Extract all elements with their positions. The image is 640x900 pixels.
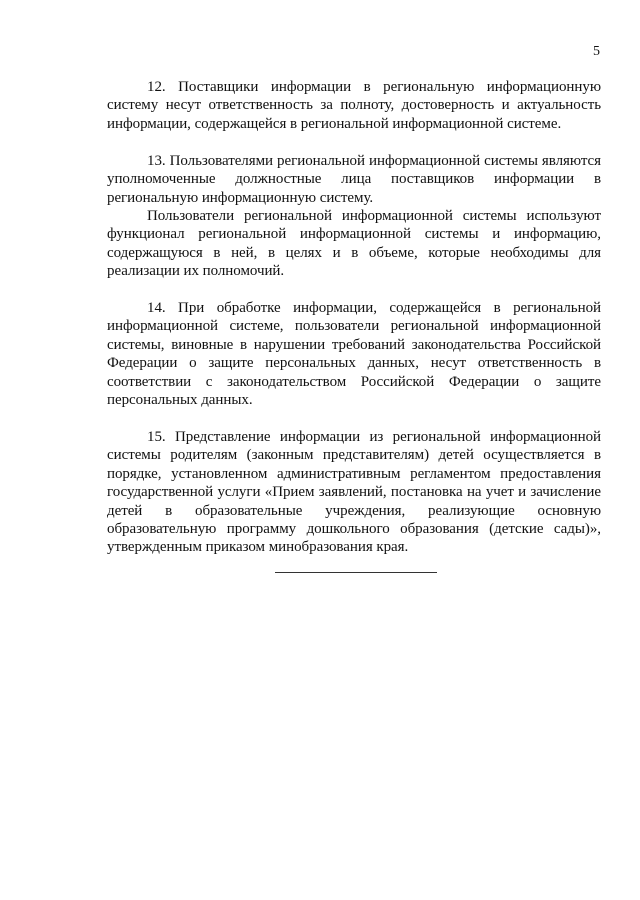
paragraph-14: 14. При обработке информации, содержащейся в региональной информационной системе, пользователи региональной информационной системы, виновные в нарушении требований законодательства Российской Федерации о защите персональных данных, несут ответственность в соответствии с законодательством Российской Федерации о защите персональных данных. (107, 300, 601, 409)
end-separator-line (275, 572, 437, 573)
paragraph-12: 12. Поставщики информации в региональную информационную систему несут ответственность за полноту, достоверность и актуальность информации, содержащейся в региональной информационной системе. (107, 79, 601, 132)
document-body (107, 78, 601, 557)
paragraph-13: 13. Пользователями региональной информационной системы являются уполномоченные должностные лица поставщиков информации в региональную информационную систему. (107, 152, 601, 206)
page-number: 5 (593, 44, 600, 59)
paragraph-13-continued: Пользователи региональной информационной системы используют функционал региональной информационной системы и информацию, содержащуюся в ней, в целях и в объеме, которые необходимы для реализации их полномочий. (107, 207, 601, 280)
paragraph-15: 15. Представление информации из региональной информационной системы родителям (законным представителям) детей осуществляется в порядке, установленном административным регламентом предоставления государственной услуги «Прием заявлений, постановка на учет и зачисление детей в образовательные учреждения, реализующие основную образовательную программу дошкольного образования (детские сады)», утвержденным приказом минобразования края. (107, 429, 601, 556)
